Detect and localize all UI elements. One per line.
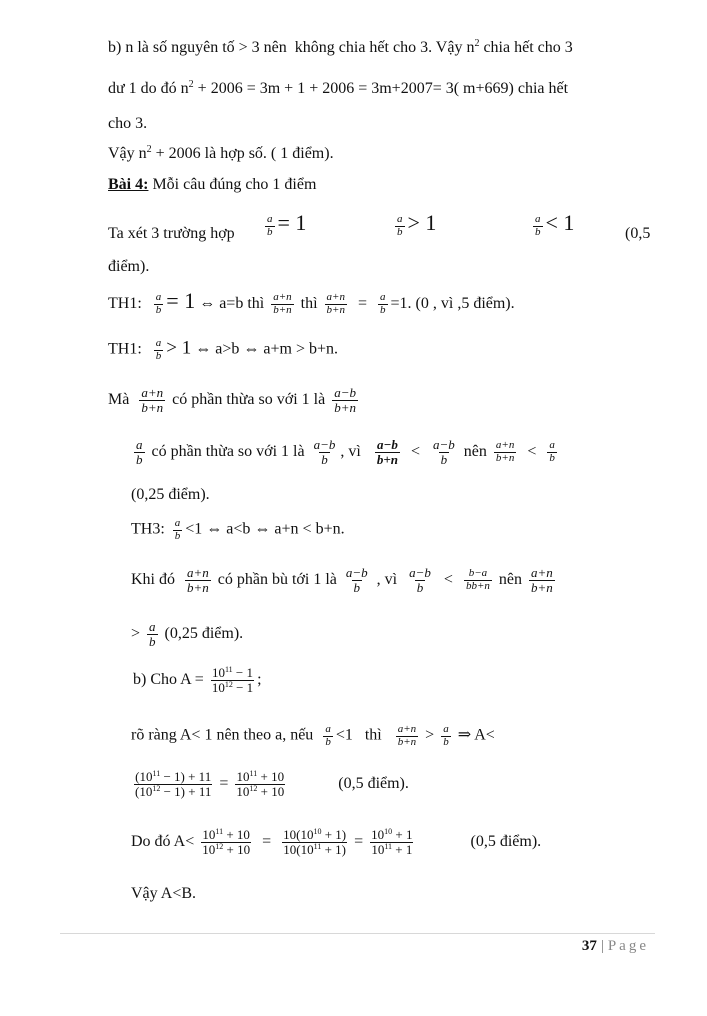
part-b-line-2: dư 1 do đó $n^2 + 2006 = 3m + 1 + 2006 = 3m+2007= 3$( m+669) chia hết [108, 79, 569, 97]
cases-intro: Ta xét 3 trường hợp [108, 225, 235, 242]
obvious-line: rõ ràng A< 1 nên theo a, nếu $\frac{a}{b}$ <1 thì $\frac{a+n}{b+n}$ > $\frac{a}{b}$ ⇒ A< [131, 723, 495, 748]
th2-label: TH1: [108, 340, 142, 358]
bai4-heading-line [108, 177, 316, 193]
estimate-1-line: $\frac{(10^{11} - 1) + 11}{(10^{12} - 1) + 11}$ = $\frac{10^{11} + 10}{10^{12} + 10}$ (0,5 điểm). [135, 769, 409, 799]
part-b-conclusion: Vậy $n^2 + 2006$ là hợp số. ( 1 điểm). [108, 144, 334, 162]
th3-line: TH3: $\frac{a}{b}$ <1 ⇔ a<b ⇔ a+n < b+n. [131, 517, 345, 542]
cases-score-a: (0,5 [625, 225, 651, 242]
bai4-heading: Bài 4: [108, 176, 149, 193]
therefore-line: Do đó A< $\frac{10^{11} + 10}{10^{12} + 10}$ = $\frac{10(10^{10} + 1)}{10(10^{11} + 1)}$ = $\frac{10^{10} + 1}{10^{11} + 1}$ (0,5 điểm). [131, 827, 542, 857]
page-footer [582, 938, 649, 955]
score-025-a: (0,25 điểm). [131, 486, 210, 503]
ma-line: Mà $\frac{a+n}{b+n}$ có phần thừa so với 1 là $\frac{a-b}{b+n}$ [108, 385, 356, 415]
footer-divider [60, 933, 655, 934]
th1-label: TH1: [108, 295, 142, 312]
page-word: Page [607, 938, 649, 954]
part-b-line-1: b) n là số nguyên tố > 3 nên không chia hết cho 3. Vậy $n^2$ chia hết cho 3 [108, 38, 573, 56]
footer-separator: | [600, 938, 604, 954]
complement-line: Khi đó $\frac{a+n}{b+n}$ có phần bù tới 1 là $\frac{a-b}{b}$ , vì $\frac{a-b}{b}$ < $\frac{b-a}{bb+n}$ nên $\frac{a+n}{b+n}$ [131, 565, 553, 595]
part-b-line-3: cho 3. [108, 115, 148, 132]
page-number: 37 [581, 938, 597, 954]
bai4-intro: Mỗi câu đúng cho 1 điểm [152, 176, 317, 193]
case-less: $\frac{a}{b}$ < 1 [535, 210, 575, 238]
final-conclusion: Vậy A<B. [131, 885, 197, 902]
define-a-line: b) Cho A = $\frac{10^{11} - 1}{10^{12} - 1}$ ; [133, 665, 262, 695]
excess-compare-line: $\frac{a}{b}$ có phần thừa so với 1 là $\frac{a-b}{b}$ , vì $\frac{a-b}{b+n}$ < $\frac{a-b}{b}$ nên $\frac{a+n}{b+n}$ < $\frac{a}{b}$ [136, 437, 555, 467]
case-greater: $\frac{a}{b}$ > 1 [397, 210, 437, 238]
complement-conclusion: > $\frac{a}{b}$ (0,25 điểm). [131, 619, 244, 649]
case-equal: $\frac{a}{b}$ = 1 [267, 210, 307, 238]
th1-line: TH1: $\frac{a}{b}$ = 1 ⇔ a=b thì $\frac{a+n}{b+n}$ thì $\frac{a+n}{b+n}$ = $\frac{a}{b}$ =1. (0 , vì ,5 điểm). [108, 288, 515, 316]
th2-line: TH1: $\frac{a}{b}$ > 1 ⇔ a>b ⇔ a+m > b+n. [108, 337, 338, 362]
cases-score-b: điểm). [108, 258, 150, 275]
